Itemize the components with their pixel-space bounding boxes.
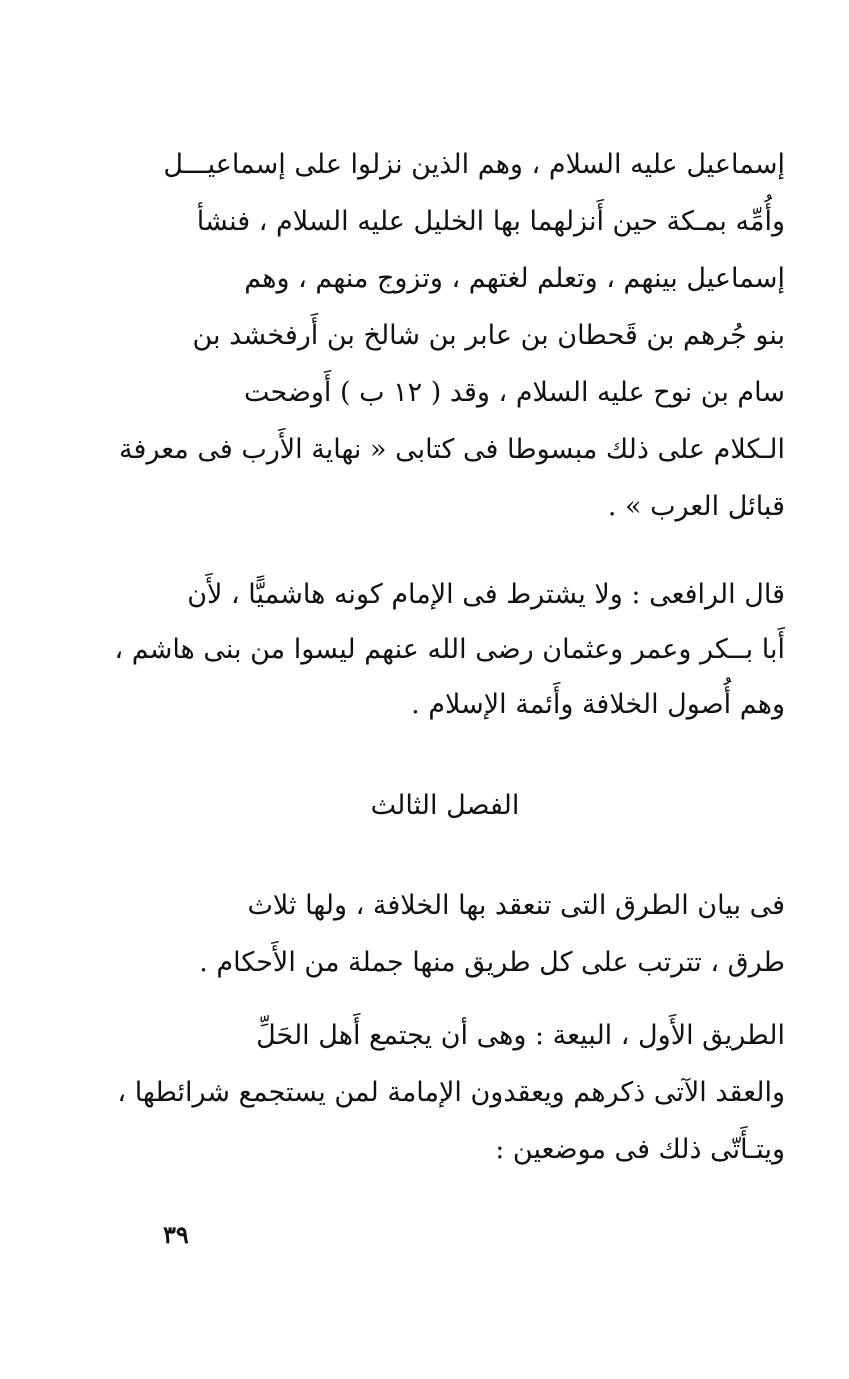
text-line: قبائل العرب » . <box>607 491 785 522</box>
text-line: إسماعيل بينهم ، وتعلم لغتهم ، وتزوج منهم ، وهم <box>244 263 785 294</box>
text-line: بنو جُرهم بن قَحطان بن عابر بن شالخ بن أَرفخشد بن <box>192 320 785 351</box>
paragraph-first-way <box>105 1007 785 1178</box>
text-line: وأُمِّه بمـكة حين أَنزلهما بها الخليل عليه السلام ، فنشأ <box>196 206 785 237</box>
text-line: سام بن نوح عليه السلام ، وقد ( ١٢ ب ) أَوضحت <box>244 377 785 408</box>
chapter-heading: الفصل الثالث <box>370 790 520 821</box>
text-line: الـكلام على ذلك مبسوطا فى كتابى « نهاية الأَرب فى معرفة <box>118 434 785 465</box>
paragraph-ismail <box>105 136 785 535</box>
text-line: طرق ، تترتب على كل طريق منها جملة من الأَحكام . <box>199 947 785 978</box>
text-line: الطريق الأَول ، البيعة : وهى أن يجتمع أَهل الحَلِّ <box>256 1020 785 1051</box>
paragraph-ways <box>105 877 785 991</box>
text-line: أَبا بــكر وعمر وعثمان رضى الله عنهم ليسوا من بنى هاشم ، <box>114 634 785 665</box>
text-line: فى بيان الطرق التى تنعقد بها الخلافة ، ولها ثلاث <box>247 890 785 921</box>
page-number: ٣٩ <box>163 1220 189 1249</box>
text-line: وهم أُصول الخلافة وأَئمة الإسلام . <box>411 689 785 720</box>
text-line: قال الرافعى : ولا يشترط فى الإمام كونه هاشميًّا ، لأَن <box>187 579 785 610</box>
text-line: ويتـأَتّى ذلك فى موضعين : <box>495 1134 785 1165</box>
text-line: إسماعيل عليه السلام ، وهم الذين نزلوا على إسماعيـــل <box>163 149 785 180</box>
paragraph-rafii <box>105 567 785 732</box>
text-line: والعقد الآتى ذكرهم ويعقدون الإمامة لمن يستجمع شرائطها ، <box>117 1077 785 1108</box>
